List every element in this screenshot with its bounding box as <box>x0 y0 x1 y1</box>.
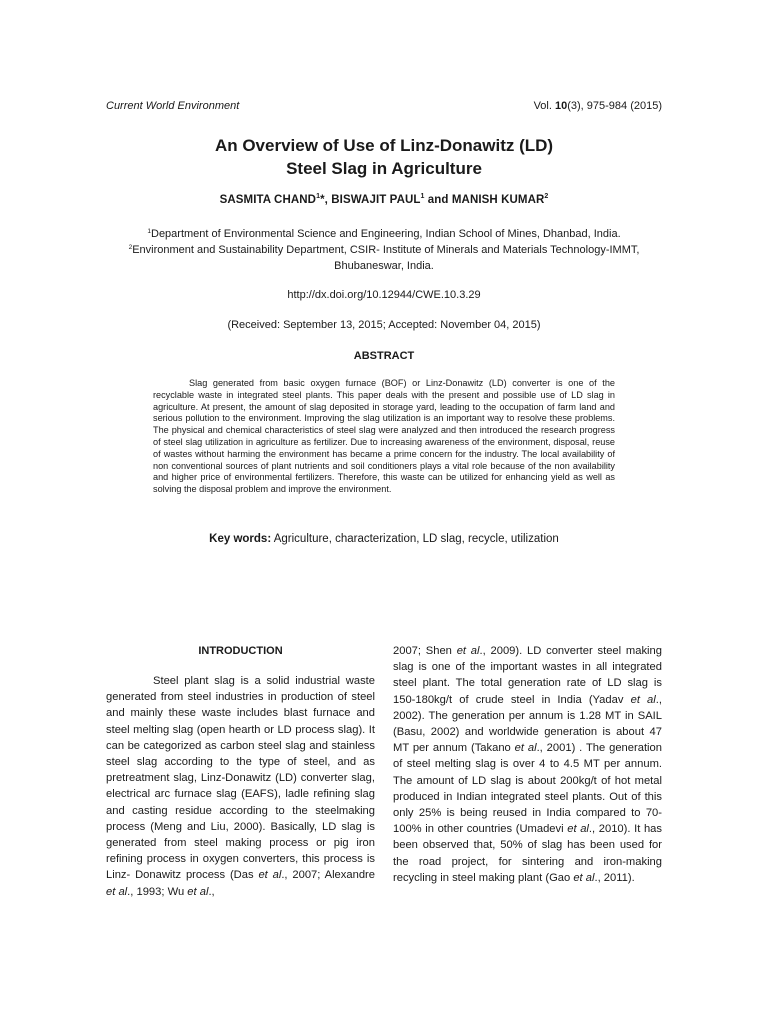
paragraph: Steel plant slag is a solid industrial waste generated from steel industries in production of steel and mainly these waste includes blast furnace and steel melting slag (open hearth or LD process slag). It can be categorized as carbon steel slag and stainless steel slag according to the type of steel, and as pretreatment slag, Linz-Donawitz (LD) converter slag, electrical arc furnace slag (EAFS), ladle refining slag and casting residue according to the steelmaking process (Meng and Liu, 2000). Basically, LD slag is generated from steel making process or pig iron refining process in oxygen converters, this process is Linz- Donawitz process (Das et al., 2007; Alexandre et al., 1993; Wu et al., <box>106 675 375 898</box>
doi-link[interactable]: http://dx.doi.org/10.12944/CWE.10.3.29 <box>287 289 481 301</box>
affiliation-2: $^2$Environment and Sustainability Department, CSIR- Institute of Minerals and Materials Technology-IMMT, Bhubaneswar, India. <box>128 244 640 272</box>
running-head <box>106 100 662 116</box>
abstract-heading: ABSTRACT <box>353 350 415 362</box>
paper-title <box>106 134 662 180</box>
keywords-label: Key words: <box>209 533 272 545</box>
affiliations <box>100 226 668 274</box>
section-heading-introduction: INTRODUCTION <box>198 645 283 657</box>
keywords-text: Agriculture, characterization, LD slag, recycle, utilization <box>271 533 559 545</box>
column-left <box>106 643 375 900</box>
title-line-2: Steel Slag in Agriculture <box>286 159 482 178</box>
keywords <box>106 533 662 545</box>
abstract-body: Slag generated from basic oxygen furnace (BOF) or Linz-Donawitz (LD) converter is one of the recyclable waste in integrated steel plants. This paper deals with the present and possible use of LD slag in agriculture. At present, the amount of slag deposited in storage yard, leading to the occupation of farm land and serious pollution to the environment. Improving the slag utilization is an important way to resolve these problems. The physical and chemical characteristics of steel slag were analyzed and then introduced the research progress of steel slag utilization in agriculture as fertilizer. Due to increasing awareness of the environment, disposal, reuse of wastes without harming the environment has became a prime concern for the industry. The local availability of non conventional sources of plant nutrients and soil conditioners plays a vital role because of the non availability and higher price of environmental fertilizers. Therefore, this waste can be utilized for enhancing yield as well as solving the disposal problem and improve the environment. <box>153 378 615 495</box>
affiliation-1: $^1$Department of Environmental Science and Engineering, Indian School of Mines, Dhanbad, India. <box>147 228 621 240</box>
journal-name: Current World Environment <box>106 100 240 112</box>
received-dates: (Received: September 13, 2015; Accepted: November 04, 2015) <box>227 319 541 331</box>
author-list: SASMITA CHAND$^1$*, BISWAJIT PAUL$^1$ and MANISH KUMAR$^2$ <box>219 193 549 206</box>
volume-info: Vol. 10(3), 975-984 (2015) <box>533 100 662 112</box>
title-line-1: An Overview of Use of Linz-Donawitz (LD) <box>214 136 554 155</box>
column-right <box>393 643 662 886</box>
paragraph-continued: 2007; Shen et al., 2009). LD converter steel making slag is one of the important wastes in all integrated steel plant. The total generation rate of LD slag is 150-180kg/t of crude steel in India (Yadav et al., 2002). The generation per annum is 1.28 MT in SAIL (Basu, 2002) and worldwide generation is about 47 MT per annum (Takano et al., 2001) . The generation of steel melting slag is over 4 to 4.5 MT per annum. The amount of LD slag is about 200kg/t of hot metal produced in Indian integrated steel plants. Out of this only 25% is being reused in India compared to 70-100% in other countries (Umadevi et al., 2010). It has been observed that, 50% of slag has been used for the road project, for sintering and iron-making recycling in steel making plant (Gao et al., 2011). <box>393 645 662 884</box>
